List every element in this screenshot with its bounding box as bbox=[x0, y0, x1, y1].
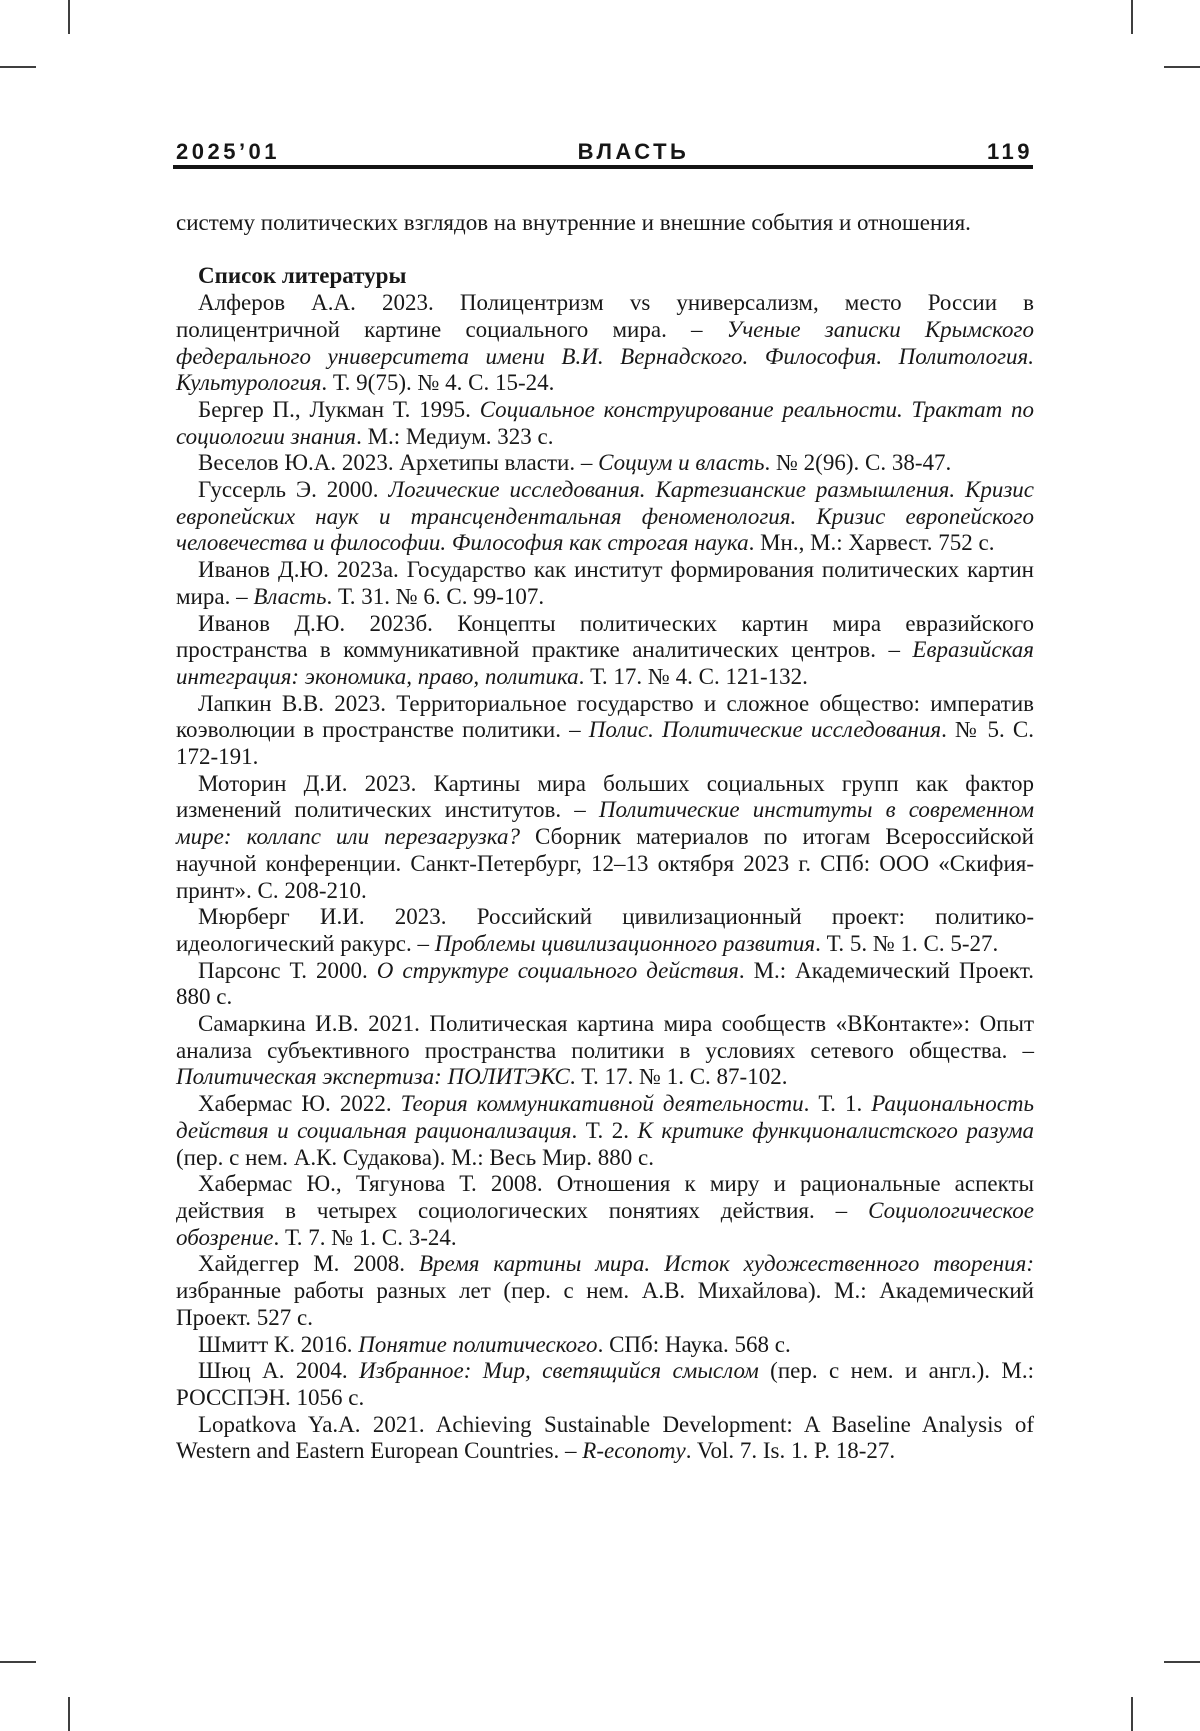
reference-text: Шмитт К. 2016. bbox=[198, 1331, 359, 1357]
reference-entry bbox=[176, 958, 1034, 1011]
crop-mark-top-right-vertical bbox=[1131, 0, 1133, 34]
crop-mark-top-right-horizontal bbox=[1164, 66, 1200, 68]
reference-title-italic: Власть bbox=[253, 583, 327, 609]
reference-text: . Т. 5. № 1. С. 5-27. bbox=[815, 930, 999, 956]
crop-mark-bottom-right-vertical bbox=[1131, 1697, 1133, 1731]
reference-text: . Т. 7. № 1. С. 3-24. bbox=[273, 1224, 457, 1250]
reference-entry bbox=[176, 1332, 1034, 1359]
reference-title-italic: Политическая экспертиза: ПОЛИТЭКС bbox=[176, 1064, 570, 1090]
crop-mark-top-left-vertical bbox=[68, 0, 70, 34]
reference-entry bbox=[176, 1091, 1034, 1171]
reference-entry bbox=[176, 1011, 1034, 1091]
reference-title-italic: Проблемы цивилизационного развития bbox=[434, 930, 816, 956]
reference-text: . Vol. 7. Is. 1. P. 18-27. bbox=[685, 1438, 896, 1464]
reference-text: Алферов А.А. 2023. Полицентризм vs универсализм, место России в полицентричной картине социального мира. – bbox=[176, 290, 1034, 342]
journal-title: ВЛАСТЬ bbox=[577, 139, 690, 164]
reference-entry bbox=[176, 771, 1034, 905]
reference-text: Хабермас Ю. 2022. bbox=[198, 1091, 401, 1117]
reference-title-italic: Социальное конструирование реальности. Трактат по социологии знания bbox=[176, 396, 1034, 449]
crop-mark-bottom-left-vertical bbox=[68, 1697, 70, 1731]
reference-title-italic: Евразийская интеграция: экономика, право, политика bbox=[176, 637, 1034, 689]
reference-text: (пер. с нем. и англ.). М.: РОССПЭН. 1056 с. bbox=[176, 1358, 1035, 1410]
reference-text: . Т. 9(75). № 4. С. 15-24. bbox=[321, 370, 555, 396]
reference-entry bbox=[176, 1171, 1034, 1251]
reference-text: . Т. 17. № 4. С. 121-132. bbox=[578, 663, 808, 689]
reference-entry bbox=[176, 477, 1034, 557]
reference-title-italic: Социологическое обозрение bbox=[176, 1198, 1034, 1250]
reference-entry bbox=[176, 450, 1034, 477]
reference-text: Иванов Д.Ю. 2023б. Концепты политических картин мира евразийского пространства в коммуникативной практике аналитических центров. – bbox=[176, 610, 1034, 663]
reference-title-italic: Теория коммуникативной деятельности bbox=[400, 1091, 804, 1117]
reference-text: Мюрберг И.И. 2023. Российский цивилизационный проект: политико-идеологический ракурс. – bbox=[176, 904, 1034, 956]
reference-entry bbox=[176, 904, 1034, 957]
reference-text: . Т. 17. № 1. С. 87-102. bbox=[569, 1064, 788, 1090]
reference-title-italic: О структуре социального действия bbox=[376, 957, 739, 983]
reference-text: Хабермас Ю., Тягунова Т. 2008. Отношения к миру и рациональные аспекты действия в четырех социологических понятиях действия. – bbox=[176, 1171, 1034, 1223]
reference-list bbox=[176, 290, 1034, 1465]
reference-text: . СПб: Наука. 568 с. bbox=[597, 1331, 791, 1357]
reference-text: . Мн., М.: Харвест. 752 с. bbox=[748, 530, 995, 556]
reference-entry bbox=[176, 1412, 1034, 1465]
reference-text: Лапкин В.В. 2023. Территориальное государство и сложное общество: императив коэволюции в пространстве политики. – bbox=[176, 690, 1034, 743]
intro-paragraph: систему политических взглядов на внутренние и внешние события и отношения. bbox=[176, 210, 971, 235]
reference-title-italic: К критике функционалистского разума bbox=[637, 1117, 1034, 1143]
reference-entry bbox=[176, 397, 1034, 450]
bibliography-heading: Список литературы bbox=[198, 263, 407, 289]
reference-text: Хайдеггер М. 2008. bbox=[198, 1251, 419, 1277]
reference-text: . М.: Медиум. 323 с. bbox=[356, 423, 554, 449]
reference-title-italic: Полис. Политические исследования bbox=[588, 717, 942, 743]
reference-text: (пер. с нем. А.К. Судакова). М.: Весь Мир. 880 с. bbox=[176, 1144, 654, 1170]
reference-text: Сборник материалов по итогам Всероссийской научной конференции. Санкт-Петербург, 12–13 октября 2023 г. СПб: ООО «Скифия-принт». С. 208-210. bbox=[176, 824, 1034, 903]
reference-title-italic: Политические институты в современном мире: коллапс или перезагрузка? bbox=[176, 797, 1034, 850]
reference-title-italic: Ученые записки Крымского федерального университета имени В.И. Вернадского. Философия. Политология. Культурология bbox=[176, 316, 1034, 396]
header-rule bbox=[173, 165, 1033, 169]
page-number: 119 bbox=[987, 139, 1033, 164]
running-head bbox=[176, 139, 1033, 165]
reference-text: Lopatkova Ya.A. 2021. Achieving Sustainable Development: A Baseline Analysis of Western and Eastern European Countries. – bbox=[176, 1411, 1034, 1464]
reference-text: . № 2(96). С. 38-47. bbox=[764, 450, 952, 476]
reference-entry bbox=[176, 557, 1034, 610]
crop-mark-bottom-left-horizontal bbox=[0, 1661, 36, 1663]
reference-entry bbox=[176, 1358, 1034, 1411]
reference-title-italic: Понятие политического bbox=[358, 1331, 598, 1357]
reference-title-italic: Время картины мира. Исток художественного творения: bbox=[418, 1251, 1035, 1277]
reference-text: избранные работы разных лет (пер. с нем. А.В. Михайлова). М.: Академический Проект. 527 с. bbox=[176, 1278, 1034, 1330]
reference-entry bbox=[176, 691, 1034, 771]
reference-text: . Т. 1. bbox=[803, 1091, 872, 1117]
reference-entry bbox=[176, 611, 1034, 691]
reference-text: Самаркина И.В. 2021. Политическая картина мира сообществ «ВКонтакте»: Опыт анализа субъективного пространства политики в условиях сетевого общества. – bbox=[176, 1011, 1034, 1063]
reference-text: Иванов Д.Ю. 2023а. Государство как институт формирования политических картин мира. – bbox=[176, 557, 1034, 609]
reference-title-italic: Социум и власть bbox=[598, 450, 765, 476]
crop-mark-bottom-right-horizontal bbox=[1164, 1661, 1200, 1663]
reference-entry bbox=[176, 1251, 1034, 1331]
reference-text: . Т. 31. № 6. С. 99-107. bbox=[326, 583, 545, 609]
reference-title-italic: R-economy bbox=[582, 1438, 686, 1464]
reference-text: . № 5. С. 172-191. bbox=[176, 717, 1034, 770]
reference-text: Веселов Ю.А. 2023. Архетипы власти. – bbox=[198, 450, 599, 476]
reference-text: Моторин Д.И. 2023. Картины мира больших социальных групп как фактор изменений политических институтов. – bbox=[176, 770, 1034, 823]
crop-mark-top-left-horizontal bbox=[0, 66, 36, 68]
reference-entry bbox=[176, 290, 1034, 397]
reference-text: . М.: Академический Проект. 880 с. bbox=[176, 957, 1034, 1010]
reference-text: Бергер П., Лукман Т. 1995. bbox=[198, 396, 480, 422]
reference-title-italic: Рациональность действия и социальная рационализация bbox=[176, 1091, 1034, 1143]
reference-text: Гуссерль Э. 2000. bbox=[198, 477, 389, 503]
reference-title-italic: Логические исследования. Картезианские размышления. Кризис европейских наук и трансцендентальная феноменология. Кризис европейского человечества и философии. Философия как строгая наука bbox=[176, 477, 1034, 556]
page-body bbox=[176, 210, 1034, 1465]
reference-text: Шюц А. 2004. bbox=[198, 1358, 360, 1384]
reference-text: . Т. 2. bbox=[571, 1117, 638, 1143]
reference-title-italic: Избранное: Мир, светящийся смыслом bbox=[359, 1358, 759, 1384]
issue-label: 2025’01 bbox=[176, 139, 281, 164]
reference-text: Парсонс Т. 2000. bbox=[198, 957, 377, 983]
